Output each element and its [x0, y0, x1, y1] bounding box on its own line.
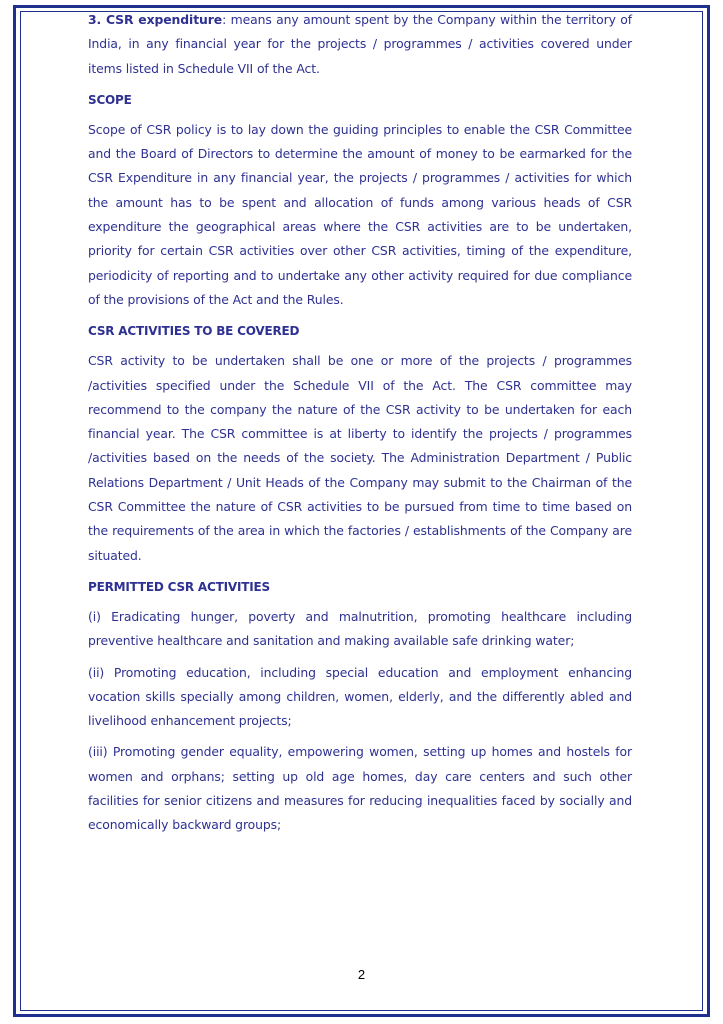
permitted-item: (i) Eradicating hunger, poverty and malnutrition, promoting healthcare including preventive healthcare and sanitation and making available safe drinking water; — [88, 608, 632, 649]
definition-paragraph — [88, 8, 632, 81]
permitted-heading: PERMITTED CSR ACTIVITIES — [88, 579, 270, 594]
definition-term: 3. CSR expenditure — [88, 12, 223, 27]
scope-paragraph: Scope of CSR policy is to lay down the guiding principles to enable the CSR Committee and the Board of Directors to determine the amount of money to be earmarked for the CSR Expenditure in any financial year, the projects / programmes / activities for which the amount has to be spent and allocation of funds among various heads of CSR expenditure the geographical areas where the CSR activities are to be undertaken, priority for certain CSR activities over other CSR activities, timing of the expenditure, periodicity of reporting and to undertake any other activity required for due compliance of the provisions of the Act and the Rules. — [88, 121, 632, 307]
definition-text: : means any amount spent by the Company within the territory of India, in any financial year for the projects / programmes / activities covered under items listed in Schedule VII of the Act. — [88, 12, 633, 76]
activities-heading: CSR ACTIVITIES TO BE COVERED — [88, 324, 300, 339]
scope-heading: SCOPE — [88, 92, 132, 107]
activities-paragraph: CSR activity to be undertaken shall be one or more of the projects / programmes /activities specified under the Schedule VII of the Act. The CSR committee may recommend to the company the nature of the CSR activity to be undertaken for each financial year. The CSR committee is at liberty to identify the projects / programmes /activities based on the needs of the society. The Administration Department / Public Relations Department / Unit Heads of the Company may submit to the Chairman of the CSR Committee the nature of CSR activities to be pursued from time to time based on the requirements of the area in which the factories / establishments of the Company are situated. — [88, 353, 632, 563]
page-number: 2 — [357, 967, 366, 982]
page-content — [88, 8, 632, 845]
permitted-item: (iii) Promoting gender equality, empowering women, setting up homes and hostels for women and orphans; setting up old age homes, day care centers and such other facilities for senior citizens and measures for reducing inequalities faced by socially and economically backward groups; — [88, 744, 632, 833]
permitted-item: (ii) Promoting education, including special education and employment enhancing vocation skills specially among children, women, elderly, and the differently abled and livelihood enhancement projects; — [88, 664, 632, 729]
